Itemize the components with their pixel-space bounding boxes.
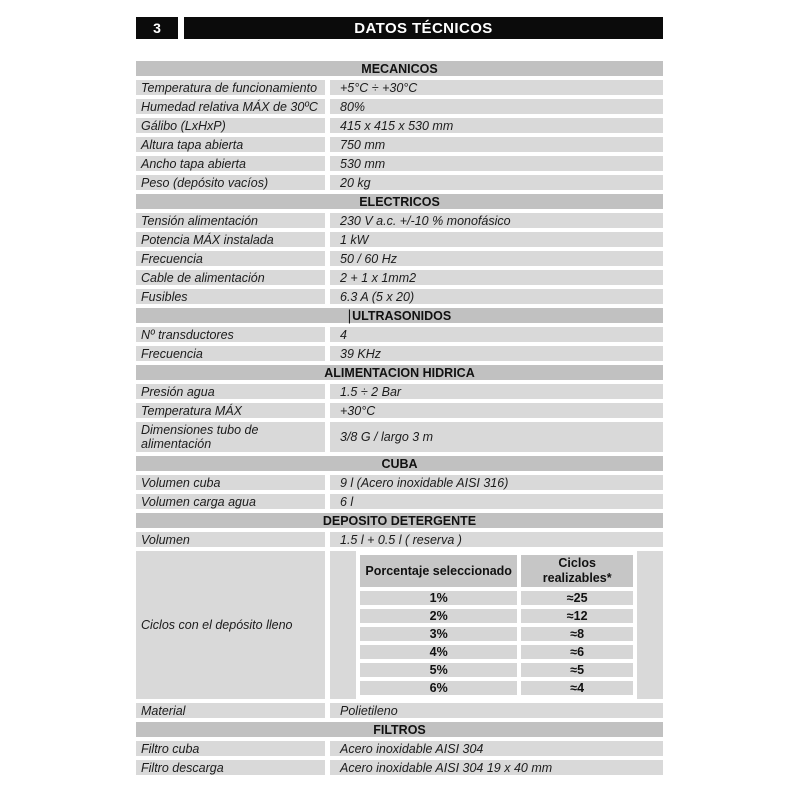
row-value: +30°C [330,403,663,418]
percentage-value: 4% [360,645,517,659]
cycles-value: ≈8 [521,627,633,641]
row-label: Temperatura MÁX [136,403,325,418]
table-row [136,289,663,304]
row-value: 20 kg [330,175,663,190]
row-label: Nº transductores [136,327,325,342]
table-row [136,384,663,399]
row-value: 1.5 ÷ 2 Bar [330,384,663,399]
section-number: 3 [136,17,178,39]
table-row [136,703,663,718]
row-label: Dimensiones tubo de alimentación [136,422,325,452]
row-label: Fusibles [136,289,325,304]
cycles-table-row [360,681,633,695]
row-value: Acero inoxidable AISI 304 [330,741,663,756]
cycles-table-row [360,591,633,605]
table-row [136,156,663,171]
percentage-value: 1% [360,591,517,605]
datasheet [136,17,663,779]
section-header-deposito-detergente: DEPOSITO DETERGENTE [136,513,663,528]
table-row [136,475,663,490]
table-row [136,99,663,114]
row-value: 80% [330,99,663,114]
row-label: Presión agua [136,384,325,399]
row-label: Frecuencia [136,346,325,361]
row-value: 50 / 60 Hz [330,251,663,266]
row-label: Frecuencia [136,251,325,266]
row-value: 39 KHz [330,346,663,361]
row-value: 9 l (Acero inoxidable AISI 316) [330,475,663,490]
row-label: Cable de alimentación [136,270,325,285]
row-label: Peso (depósito vacíos) [136,175,325,190]
row-label: Humedad relativa MÁX de 30ºC [136,99,325,114]
row-label: Filtro descarga [136,760,325,775]
table-row [136,137,663,152]
section-header-electricos: ELECTRICOS [136,194,663,209]
row-label: Ciclos con el depósito lleno [136,551,325,699]
row-label: Potencia MÁX instalada [136,232,325,247]
table-row [136,741,663,756]
cycles-cell [330,551,663,699]
row-value: 1 kW [330,232,663,247]
cycles-table [356,551,637,699]
table-row [136,251,663,266]
section-header-cuba: CUBA [136,456,663,471]
page-title: DATOS TÉCNICOS [184,17,663,39]
cycles-col-header-cycles: Ciclos realizables* [521,555,633,587]
cycles-table-row [360,609,633,623]
row-value: 6.3 A (5 x 20) [330,289,663,304]
percentage-value: 5% [360,663,517,677]
row-value: Acero inoxidable AISI 304 19 x 40 mm [330,760,663,775]
row-value: 6 l [330,494,663,509]
cycles-value: ≈25 [521,591,633,605]
cycles-value: ≈12 [521,609,633,623]
cycles-value: ≈4 [521,681,633,695]
row-value: +5°C ÷ +30°C [330,80,663,95]
percentage-value: 3% [360,627,517,641]
table-row [136,213,663,228]
section-header-ultrasonidos [136,308,663,323]
table-row [136,422,663,452]
row-label: Altura tapa abierta [136,137,325,152]
table-row [136,760,663,775]
table-row [136,232,663,247]
cycles-row [136,551,663,699]
section-title: ULTRASONIDOS [352,308,452,323]
table-row [136,270,663,285]
page-banner [136,17,663,39]
table-row [136,327,663,342]
percentage-value: 2% [360,609,517,623]
cycles-table-row [360,645,633,659]
section-header-filtros: FILTROS [136,722,663,737]
row-label: Filtro cuba [136,741,325,756]
row-value: 2 + 1 x 1mm2 [330,270,663,285]
row-label: Material [136,703,325,718]
row-value: Polietileno [330,703,663,718]
table-row [136,532,663,547]
row-label: Gálibo (LxHxP) [136,118,325,133]
row-value: 230 V a.c. +/-10 % monofásico [330,213,663,228]
row-label: Volumen carga agua [136,494,325,509]
cycles-value: ≈6 [521,645,633,659]
row-value: 4 [330,327,663,342]
table-row [136,175,663,190]
table-row [136,494,663,509]
row-label: Volumen [136,532,325,547]
cursor-artifact: | [347,307,352,324]
table-row [136,346,663,361]
section-header-mecanicos: MECANICOS [136,61,663,76]
cycles-table-row [360,663,633,677]
row-value: 750 mm [330,137,663,152]
row-value: 3/8 G / largo 3 m [330,422,663,452]
row-value: 1.5 l + 0.5 l ( reserva ) [330,532,663,547]
section-header-alimentacion-hidrica: ALIMENTACION HIDRICA [136,365,663,380]
row-label: Tensión alimentación [136,213,325,228]
row-value: 415 x 415 x 530 mm [330,118,663,133]
cycles-table-row [360,627,633,641]
cycles-col-header-percentage: Porcentaje seleccionado [360,555,517,587]
percentage-value: 6% [360,681,517,695]
cycles-value: ≈5 [521,663,633,677]
row-label: Volumen cuba [136,475,325,490]
table-row [136,403,663,418]
table-row [136,80,663,95]
row-value: 530 mm [330,156,663,171]
row-label: Ancho tapa abierta [136,156,325,171]
table-row [136,118,663,133]
row-label: Temperatura de funcionamiento [136,80,325,95]
